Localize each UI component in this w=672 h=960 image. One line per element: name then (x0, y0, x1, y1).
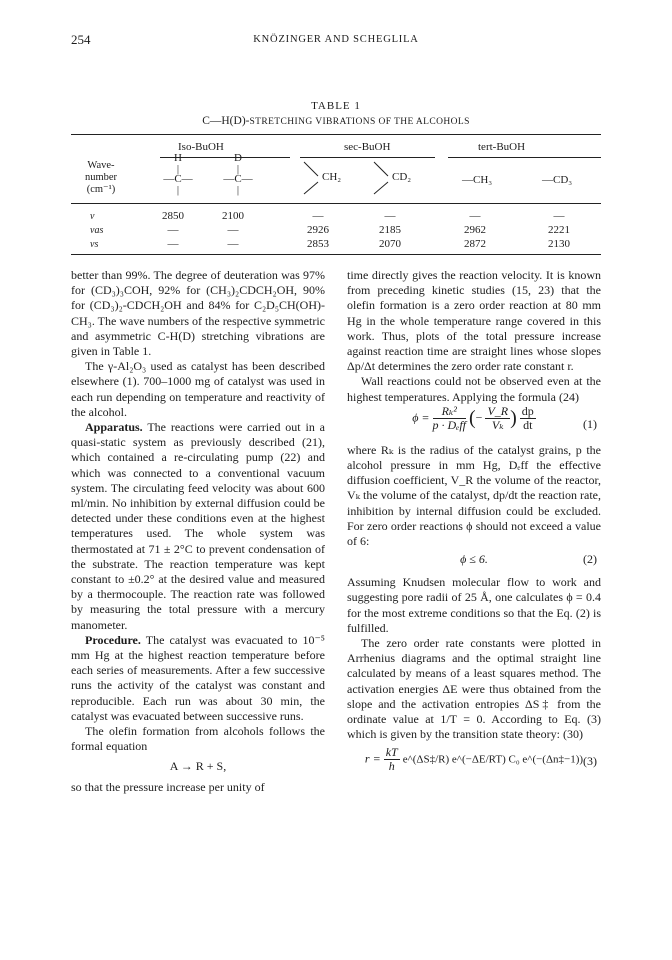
struct-tert-cd3: —CD₃ (542, 174, 573, 186)
table-cell: 2850 (162, 210, 184, 222)
eq1-numerator: Rₖ² (433, 405, 466, 419)
eq1-paren-open: ( (469, 406, 476, 429)
bond-vertical: | (176, 162, 180, 175)
wavenumber-line-3: (cm⁻¹) (86, 184, 116, 195)
wavenumber-header (71, 160, 131, 196)
equation-1 (347, 405, 601, 443)
table-cell: — (553, 210, 565, 222)
eq1-vk: Vₖ (491, 417, 504, 432)
section-head: Apparatus. (85, 420, 143, 435)
eq1-denominator: p · Dₑff (432, 417, 466, 432)
table-cell: 2185 (379, 224, 401, 236)
struct-iso-d (218, 153, 258, 195)
struct-sec-ch2: CH₂ (322, 171, 342, 183)
table-cell: — (312, 210, 324, 222)
table-cell: — (227, 224, 239, 236)
eq1-rate (520, 405, 536, 432)
equation-3 (347, 746, 601, 776)
atom-c: —C— (163, 173, 193, 185)
bond-vertical: | (236, 183, 240, 196)
table-cell: 2130 (548, 238, 570, 250)
struct-sec-h-bonds (302, 160, 324, 196)
equation-2 (347, 552, 601, 572)
eq1-paren-close: ) (510, 406, 517, 429)
paragraph: The olefin formation from alcohols follows the formal equation (71, 724, 325, 754)
table-title-rest: STRETCHING VIBRATIONS OF THE ALCOHOLS (249, 117, 470, 127)
table-cell: — (167, 224, 179, 236)
table-label: TABLE 1 (311, 100, 361, 112)
paragraph (71, 633, 325, 724)
paragraph: The γ-Al₂O₃ used as catalyst has been described elsewhere (1). 700–1000 mg of catalyst was used in each run depending on temperature and reactivity of the alcohol. (71, 359, 325, 419)
group-tert-buoh: tert-BuOH (478, 141, 526, 153)
struct-sec-cd2: CD₂ (392, 171, 412, 183)
atom-h: H (174, 152, 182, 164)
eq3-h: h (388, 759, 395, 774)
row-label-nu-as: νas (90, 225, 104, 236)
row-label-nu: ν (90, 211, 95, 222)
right-column (347, 268, 601, 776)
reaction-equation: A → R + S, (169, 758, 227, 773)
wavenumber-line-1: Wave- (87, 160, 115, 171)
eq1-number: (1) (583, 416, 597, 431)
paragraph-text: The reactions were carried out in a quasi-static system as previously described (21), which contained a re-circulating pump (22) and which was connected to a conventional vacuum system. The circulating feed velocity was about 600 ml/min. No inhibition by external diffusion could be detected under these conditions even at the highest temperatures used. The whole system was thermostated at 71 ± 2°C to prevent condensation of the substrate. The reaction temperature was kept constant to ±0.2° at the desired value and measured by a thermocouple. The reaction rate was followed by measuring the total pressure with a mercury manometer. (71, 420, 325, 632)
table-top-rule (71, 134, 601, 135)
table-cell: — (227, 238, 239, 250)
paragraph-text: The catalyst was evacuated to 10⁻⁵ mm Hg at the highest reaction temperature before each series of measurements. After a few successive runs the activity of the catalyst was constant and reproducible. Each run was about 30 min, the catalyst was evacuated between successive runs. (71, 632, 325, 723)
table-cell: 2853 (307, 238, 329, 250)
paragraph: better than 99%. The degree of deuteration was 97% for (CD₃)₃COH, 92% for (CH₃)₂CDCH₂OH, 90% for (CD₃)₂-CDCH₂OH and 84% for C₂D₅CH(OH)-CH₃. The wave numbers of the respective symmetric and asymmetric C-H(D) stretching vibrations are given in Table 1. (71, 268, 325, 359)
group-underline-sec (300, 157, 435, 158)
group-iso-buoh: Iso-BuOH (178, 141, 224, 153)
section-head: Procedure. (85, 632, 141, 647)
eq1-vr: V_R (487, 403, 509, 418)
eq3-lhs: r = (364, 751, 384, 766)
wavenumber-line-2: number (84, 172, 118, 183)
table-cell: 2926 (307, 224, 329, 236)
atom-d: D (234, 152, 242, 164)
paragraph: The zero order rate constants were plotted in Arrhenius diagrams and the optimal straight line calculated by means of a least squares method. The activation energies ΔE were thus obtained from the slope and the activation entropies ΔS‡ from the ordinate value at 1/T = 0. According to Eq. (3) which is given by the transition state theory: (30) (347, 636, 601, 742)
paragraph: Wall reactions could not be observed even at the highest temperatures. Applying the formula (24) (347, 374, 601, 404)
paragraph: time directly gives the reaction velocity. It is known from preceding kinetic studies (15, 23) that the olefin formation is a zero order reaction at 80 mm Hg in the whole temperature range covered in this work. Thus, plots of the total pressure increase against reaction time are straight lines whose slopes Δp/Δt determines the zero order rate constant r. (347, 268, 601, 374)
paragraph: Assuming Knudsen molecular flow to work and suggesting pore radii of 25 Å, one calculates ϕ = 0.4 for the most extreme conditions so that the Eq. (2) is fulfilled. (347, 575, 601, 635)
table-cell: — (384, 210, 396, 222)
eq2-text: ϕ ≤ 6. (460, 552, 488, 567)
bond-vertical: | (236, 162, 240, 175)
eq1-dp: dp (521, 403, 534, 418)
eq1-lhs: ϕ = (412, 410, 433, 425)
eq1-dt: dt (523, 417, 533, 432)
atom-c: —C— (223, 173, 253, 185)
table-cell: — (167, 238, 179, 250)
page-number: 254 (71, 32, 91, 47)
eq2-number: (2) (583, 552, 597, 567)
eq1-volume-ratio (485, 405, 510, 432)
struct-sec-d-bonds (372, 160, 394, 196)
table-title (0, 115, 672, 127)
running-head: KNÖZINGER AND SCHEGLILA (253, 34, 419, 45)
table-cell: — (469, 210, 481, 222)
struct-tert-ch3: —CH₃ (462, 174, 493, 186)
table-cell: 2100 (222, 210, 244, 222)
table-cell: 2070 (379, 238, 401, 250)
struct-iso-h (158, 153, 198, 195)
row-label-nu-s: νs (90, 239, 99, 250)
table-title-prefix: C—H(D)- (202, 115, 250, 127)
paragraph (71, 420, 325, 633)
table-header-rule (71, 203, 601, 204)
eq3-number: (3) (583, 754, 597, 769)
table-bottom-rule (71, 254, 601, 255)
eq3-rhs: e^(ΔS‡/R) e^(−ΔE/RT) C₀ e^(−(Δn‡−1)) (402, 753, 584, 766)
eq3-fraction (384, 746, 400, 773)
paragraph: where Rₖ is the radius of the catalyst grains, p the alcohol pressure in mm Hg, Dₑff the effective diffusion coefficient, V_R the volume of the reactor, Vₖ the volume of the catalyst, dp/dt the reaction rate, inhibition by internal diffusion could be excluded. For zero order reactions ϕ should not exceed a value of 6: (347, 442, 601, 549)
eq1-minus: − (475, 410, 483, 425)
table-cell: 2962 (464, 224, 486, 236)
bond-vertical: | (176, 183, 180, 196)
eq3-kt: kT (385, 745, 398, 760)
table-cell: 2221 (548, 224, 570, 236)
paragraph: so that the pressure increase per unity of (71, 779, 265, 794)
left-column (71, 268, 325, 795)
group-underline-tert (448, 157, 601, 158)
group-sec-buoh: sec-BuOH (344, 141, 391, 153)
eq1-fraction (433, 405, 466, 432)
table-cell: 2872 (464, 238, 486, 250)
